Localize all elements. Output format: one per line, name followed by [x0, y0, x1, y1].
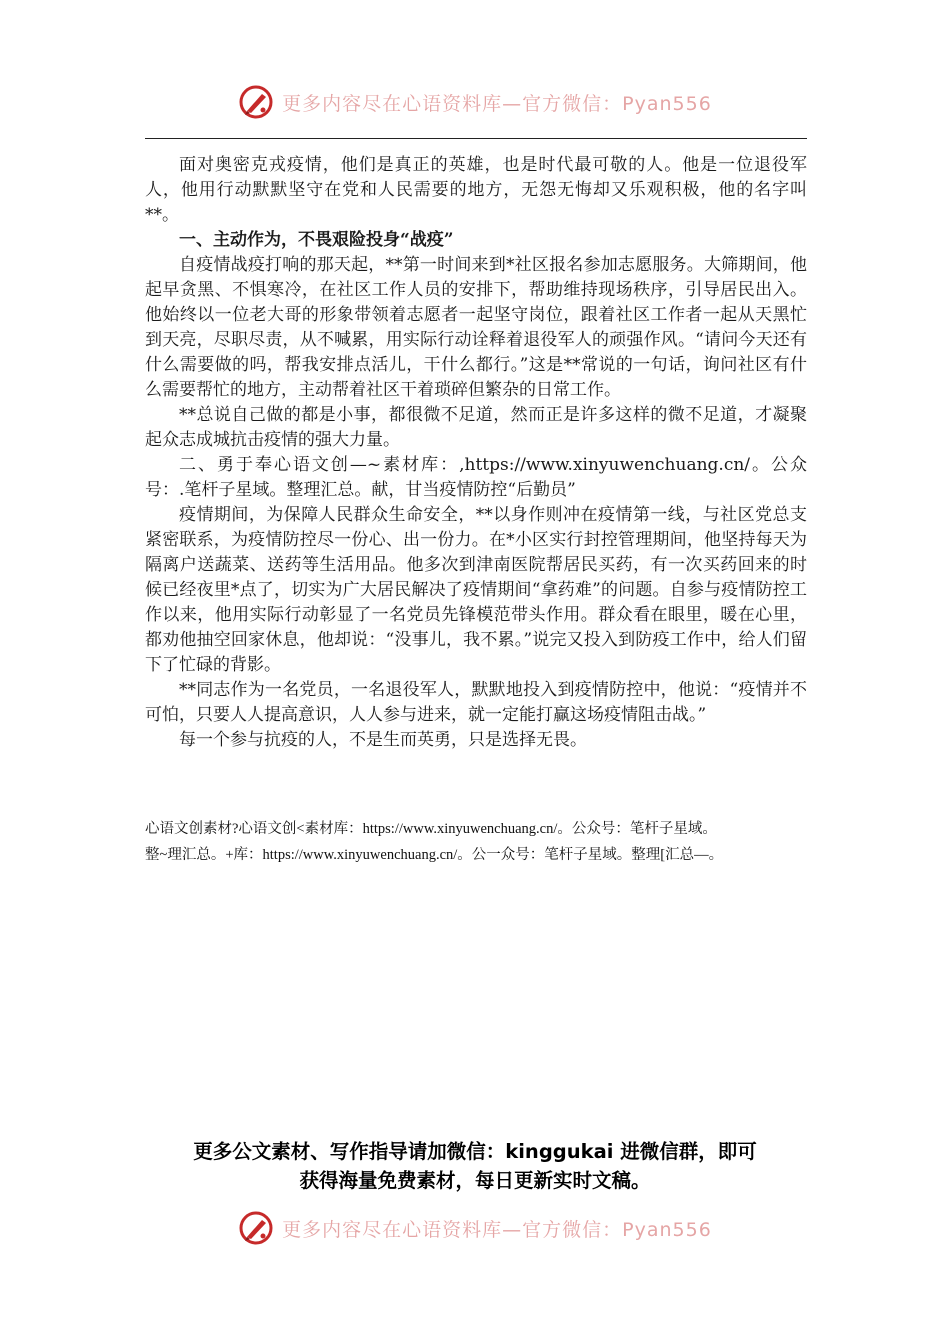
section-heading-2: 二、勇于奉心语文创—~素材库：,https://www.xinyuwenchuang.cn/。公众号：.笔杆子星域。整理汇总。献，甘当疫情防控“后勤员” [145, 455, 807, 500]
pen-logo-icon [238, 84, 274, 120]
paragraph: **同志作为一名党员，一名退役军人，默默地投入到疫情防控中，他说：“疫情并不可怕，只要人人提高意识，人人参与进来，就一定能打赢这场疫情阻击战。” [145, 680, 807, 725]
footnote-line: 整~理汇总。+库：https://www.xinyuwenchuang.cn/。公一众号：笔杆子星域。整理[汇总—。 [145, 847, 724, 863]
paragraph-intro: 面对奥密克戎疫情，他们是真正的英雄，也是时代最可敬的人。他是一位退役军人，他用行动默默坚守在党和人民需要的地方，无怨无悔却又乐观积极，他的名字叫**。 [145, 155, 807, 225]
footer-banner [0, 1208, 950, 1248]
footnote-line: 心语文创素材?心语文创<素材库：https://www.xinyuwenchuang.cn/。公众号：笔杆子星域。 [145, 821, 717, 837]
promo-line: 更多公文素材、写作指导请加微信：kinggukai 进微信群，即可 [193, 1140, 757, 1163]
source-footnote [145, 816, 815, 868]
paragraph: 疫情期间，为保障人民群众生命安全，**以身作则冲在疫情第一线，与社区党总支紧密联系，为疫情防控尽一份心、出一份力。在*小区实行封控管理期间，他坚持每天为隔离户送蔬菜、送药等生活用品。他多次到津南医院帮居民买药，有一次买药回来的时候已经夜里*点了，切实为广大居民解决了疫情期间“拿药难”的问题。自参与疫情防控工作以来，他用实际行动彰显了一名党员先锋模范带头作用。群众看在眼里，暖在心里，都劝他抽空回家休息，他却说：“没事儿，我不累。”说完又投入到防疫工作中，给人们留下了忙碌的背影。 [145, 505, 807, 675]
footer-banner-text: 更多内容尽在心语资料库—官方微信：Pyan556 [282, 1218, 712, 1241]
header-banner [0, 82, 950, 122]
header-divider [145, 138, 807, 139]
paragraph: 自疫情战疫打响的那天起，**第一时间来到*社区报名参加志愿服务。大筛期间，他起早贪黑、不惧寒冷，在社区工作人员的安排下，帮助维持现场秩序，引导居民出入。他始终以一位老大哥的形象带领着志愿者一起坚守岗位，跟着社区工作者一起从天黑忙到天亮，尽职尽责，从不喊累，用实际行动诠释着退役军人的顽强作风。“请问今天还有什么需要做的吗，帮我安排点活儿，干什么都行。”这是**常说的一句话，询问社区有什么需要帮忙的地方，主动帮着社区干着琐碎但繁杂的日常工作。 [145, 255, 807, 400]
paragraph-closing: 每一个参与抗疫的人，不是生而英勇，只是选择无畏。 [179, 730, 587, 750]
promo-line: 获得海量免费素材，每日更新实时文稿。 [299, 1169, 651, 1192]
section-heading-1: 一、主动作为，不畏艰险投身“战疫” [179, 230, 454, 250]
header-banner-text: 更多内容尽在心语资料库—官方微信：Pyan556 [282, 92, 712, 115]
pen-logo-icon [238, 1210, 274, 1246]
promo-notice [130, 1137, 820, 1195]
paragraph: **总说自己做的都是小事，都很微不足道，然而正是许多这样的微不足道，才凝聚起众志成城抗击疫情的强大力量。 [145, 405, 807, 450]
article-body [145, 153, 807, 753]
